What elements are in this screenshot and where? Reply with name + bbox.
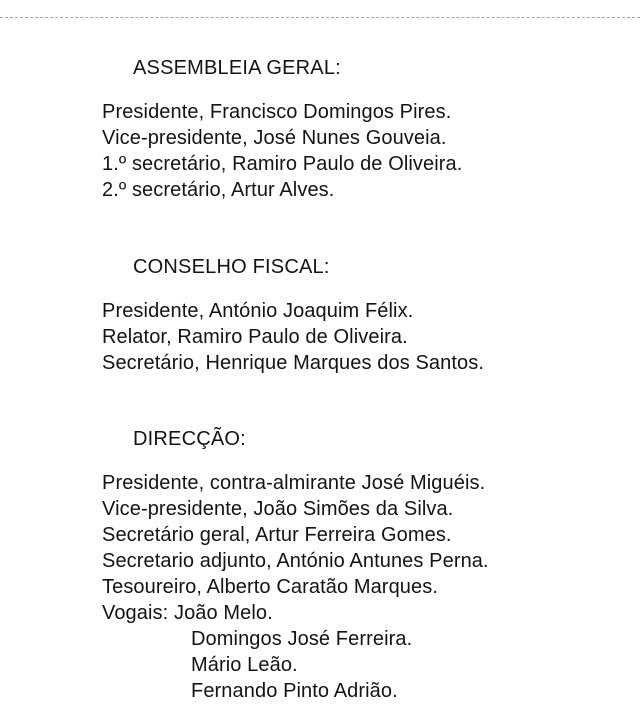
member-line: 1.º secretário, Ramiro Paulo de Oliveira. — [102, 153, 463, 175]
section-heading: DIRECÇÃO: — [133, 428, 246, 450]
section-conselho-fiscal — [102, 254, 632, 376]
member-line: Relator, Ramiro Paulo de Oliveira. — [102, 326, 408, 348]
member-line: Presidente, Francisco Domingos Pires. — [102, 101, 452, 123]
member-line: Tesoureiro, Alberto Caratão Marques. — [102, 576, 438, 598]
vogal-name: Mário Leão. — [191, 654, 298, 676]
section-assembleia-geral — [102, 55, 632, 203]
member-line: Vice-presidente, José Nunes Gouveia. — [102, 127, 447, 149]
section-heading: CONSELHO FISCAL: — [133, 256, 330, 278]
vogal-name: Domingos José Ferreira. — [191, 628, 413, 650]
member-list — [102, 298, 632, 376]
top-divider — [0, 17, 640, 18]
member-line: Presidente, contra-almirante José Miguéis. — [102, 472, 486, 494]
vogais-line — [102, 600, 632, 626]
member-line: Secretário, Henrique Marques dos Santos. — [102, 352, 484, 374]
vogal-name: Fernando Pinto Adrião. — [191, 680, 398, 702]
section-heading: ASSEMBLEIA GERAL: — [133, 57, 341, 79]
member-list — [102, 99, 632, 203]
vogal-name: João Melo. — [173, 602, 273, 624]
member-line: Secretario adjunto, António Antunes Perna. — [102, 550, 489, 572]
section-direccao — [102, 426, 632, 704]
member-line: Presidente, António Joaquim Félix. — [102, 300, 414, 322]
vogais-label: Vogais: — [102, 602, 169, 624]
member-line: Secretário geral, Artur Ferreira Gomes. — [102, 524, 452, 546]
member-line: Vice-presidente, João Simões da Silva. — [102, 498, 454, 520]
member-list — [102, 470, 632, 704]
member-line: 2.º secretário, Artur Alves. — [102, 179, 335, 201]
